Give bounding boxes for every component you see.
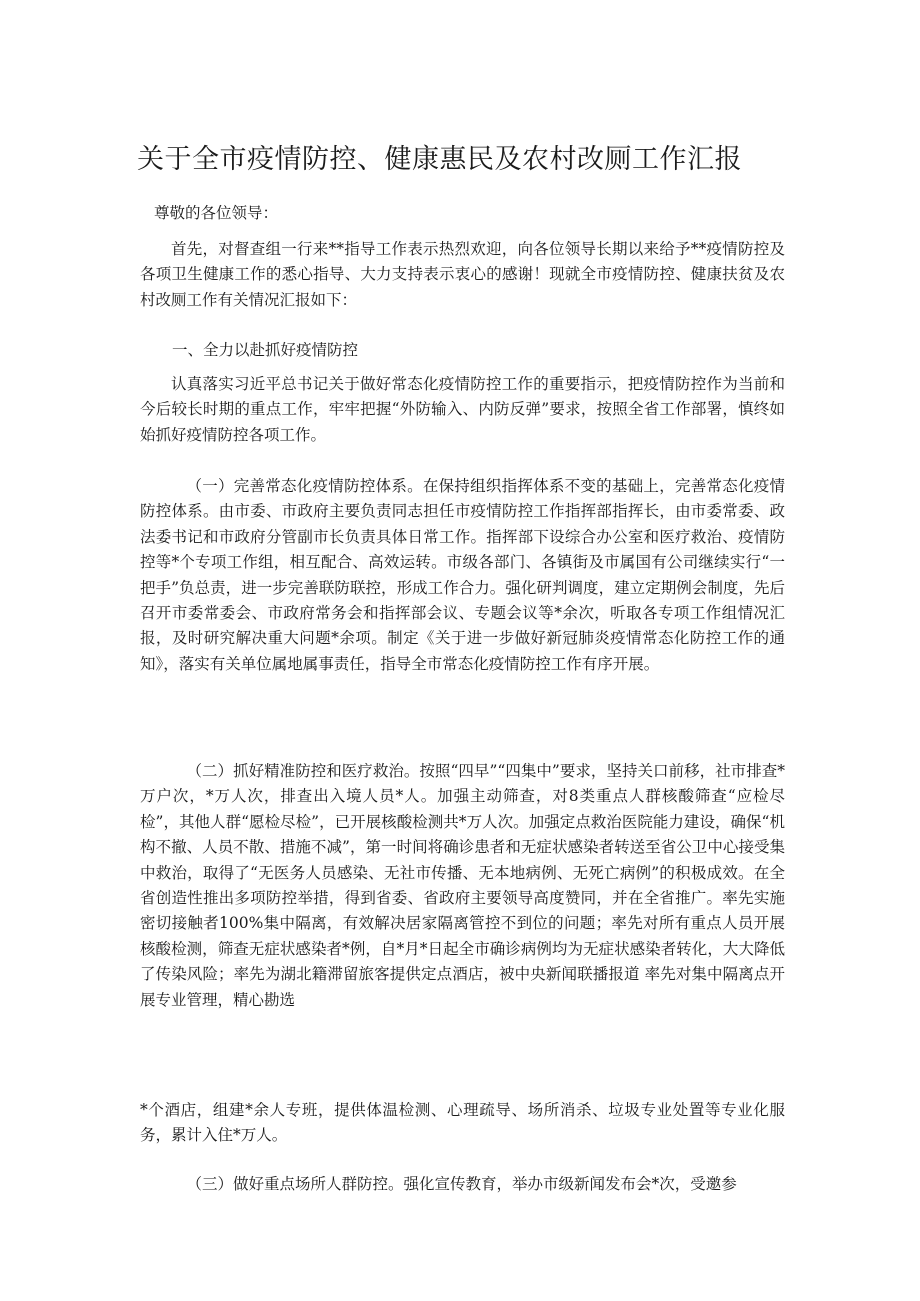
section-1-paragraph: 认真落实习近平总书记关于做好常态化疫情防控工作的重要指示，把疫情防控作为当前和今后较长时期的重点工作，牢牢把握“外防输入、内防反弹”要求，按照全省工作部署，慎终如始抓好疫情防控各项工作。 [140,375,785,444]
document-title: 关于全市疫情防控、健康惠民及农村改厕工作汇报 [137,144,742,175]
intro-paragraph: 首先，对督查组一行来**指导工作表示热烈欢迎，向各位领导长期以来给予**疫情防控及各项卫生健康工作的悉心指导、大力支持表示衷心的感谢！现就全市疫情防控、健康扶贫及农村改厕工作有关情况汇报如下： [140,240,785,309]
subsection-2-continuation: *个酒店，组建*余人专班，提供体温检测、心理疏导、场所消杀、垃圾专业处置等专业化服务，累计入住*万人。 [140,1101,785,1145]
greeting: 尊敬的各位领导： [154,204,279,222]
subsection-1-paragraph: （一）完善常态化疫情防控体系。在保持组织指挥体系不变的基础上，完善常态化疫情防控体系。由市委、市政府主要负责同志担任市疫情防控工作指挥部指挥长，由市委常委、政法委书记和市政府分管副市长负责具体日常工作。指挥部下设综合办公室和医疗救治、疫情防控等*个专项工作组，相互配合、高效运转。市级各部门、各镇街及市属国有公司继续实行“一把手”负总责，进一步完善联防联控，形成工作合力。强化研判调度，建立定期例会制度，先后召开市委常委会、市政府常务会和指挥部会议、专题会议等*余次，听取各专项工作组情况汇报，及时研究解决重大问题*余项。制定《关于进一步做好新冠肺炎疫情常态化防控工作的通知》，落实有关单位属地属事责任，指导全市常态化疫情防控工作有序开展。 [140,477,785,673]
section-1-heading: 一、全力以赴抓好疫情防控 [172,341,359,359]
subsection-2-paragraph: （二）抓好精准防控和医疗救治。按照“四早”“四集中”要求，坚持关口前移，社市排查*万户次，*万人次，排查出入境人员*人。加强主动筛查，对8类重点人群核酸筛查“应检尽检”，其他人群“愿检尽检”，已开展核酸检测共*万人次。加强定点救治医院能力建设，确保“机构不撤、人员不散、措施不减”，第一时间将确诊患者和无症状感染者转送至省公卫中心接受集中救治，取得了“无医务人员感染、无社市传播、无本地病例、无死亡病例”的积极成效。在全省创造性推出多项防控举措，得到省委、省政府主要领导高度赞同，并在全省推广。率先实施密切接触者100%集中隔离，有效解决居家隔离管控不到位的问题；率先对所有重点人员开展核酸检测，筛查无症状感染者*例，自*月*日起全市确诊病例均为无症状感染者转化，大大降低了传染风险；率先为湖北籍滞留旅客提供定点酒店，被中央新闻联播报道 率先对集中隔离点开展专业管理，精心勘选 [140,762,785,1009]
subsection-3-paragraph: （三）做好重点场所人群防控。强化宣传教育，举办市级新闻发布会*次，受邀参 [186,1175,737,1193]
